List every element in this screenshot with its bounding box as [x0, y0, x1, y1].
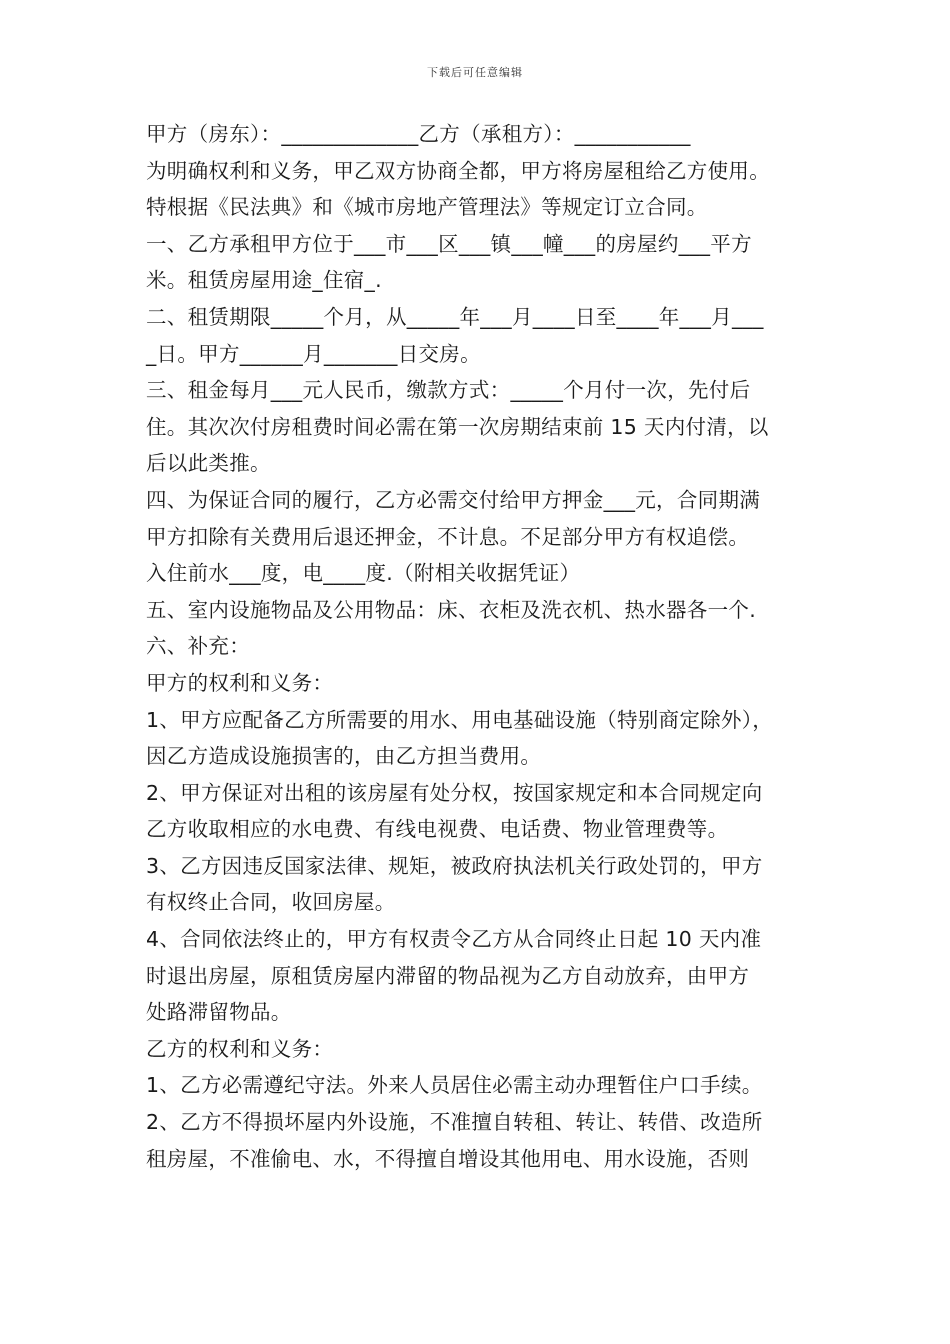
text-line: 甲方扣除有关费用后退还押金，不计息。不足部分甲方有权追偿。 — [146, 524, 750, 549]
text-line: 乙方收取相应的水电费、有线电视费、电话费、物业管理费等。 — [146, 817, 729, 842]
text-line: 二、租赁期限_____个月，从_____年___月____日至____年___月___ — [146, 304, 764, 329]
header-note: 下载后可任意编辑 — [427, 66, 523, 79]
text-line: 时退出房屋，原租赁房屋内滞留的物品视为乙方自动放弃，由甲方 — [146, 963, 750, 988]
contract-body — [146, 116, 836, 1177]
text-line: 2、乙方不得损坏屋内外设施，不准擅自转租、转让、转借、改造所 — [146, 1110, 763, 1135]
text-line: 1、乙方必需遵纪守法。外来人员居住必需主动办理暂住户口手续。 — [146, 1073, 763, 1098]
text-line: 有权终止合同，收回房屋。 — [146, 890, 396, 915]
text-line: 四、为保证合同的履行，乙方必需交付给甲方押金___元，合同期满 — [146, 487, 761, 512]
text-line: 甲方（房东）：_____________乙方（承租方）：___________ — [146, 122, 691, 146]
text-line: 后以此类推。 — [146, 451, 271, 476]
text-line: 租房屋，不准偷电、水，不得擅自增设其他用电、用水设施，否则 — [146, 1146, 750, 1171]
text-line: 住。其次次付房租费时间必需在第一次房期结束前 15 天内付清，以 — [146, 414, 769, 439]
text-line: _日。甲方______月_______日交房。 — [146, 341, 481, 366]
text-line: 入住前水___度，电____度.（附相关收据凭证） — [146, 561, 581, 586]
text-line: 为明确权利和义务，甲乙双方协商全都，甲方将房屋租给乙方使用。 — [146, 158, 770, 183]
text-line: 三、租金每月___元人民币，缴款方式：_____个月付一次，先付后 — [146, 378, 751, 403]
text-line: 五、室内设施物品及公用物品：床、衣柜及洗衣机、热水器各一个. — [146, 597, 757, 622]
text-line: 因乙方造成设施损害的，由乙方担当费用。 — [146, 744, 542, 769]
text-line: 处路滞留物品。 — [146, 1000, 292, 1025]
text-line: 米。租赁房屋用途_住宿_. — [146, 268, 382, 293]
text-line: 甲方的权利和义务： — [146, 670, 334, 695]
text-line: 3、乙方因违反国家法律、规矩，被政府执法机关行政处罚的，甲方 — [146, 853, 763, 878]
text-line: 2、甲方保证对出租的该房屋有处分权，按国家规定和本合同规定向 — [146, 780, 763, 805]
text-line: 4、合同依法终止的，甲方有权责令乙方从合同终止日起 10 天内准 — [146, 927, 762, 952]
text-line: 乙方的权利和义务： — [146, 1036, 334, 1061]
text-line: 特根据《民法典》和《城市房地产管理法》等规定订立合同。 — [146, 195, 708, 220]
text-line: 1、甲方应配备乙方所需要的用水、用电基础设施（特别商定除外）， — [146, 707, 774, 732]
text-line: 一、乙方承租甲方位于___市___区___镇___幢___的房屋约___平方 — [146, 231, 752, 256]
text-line: 六、补充： — [146, 634, 250, 659]
